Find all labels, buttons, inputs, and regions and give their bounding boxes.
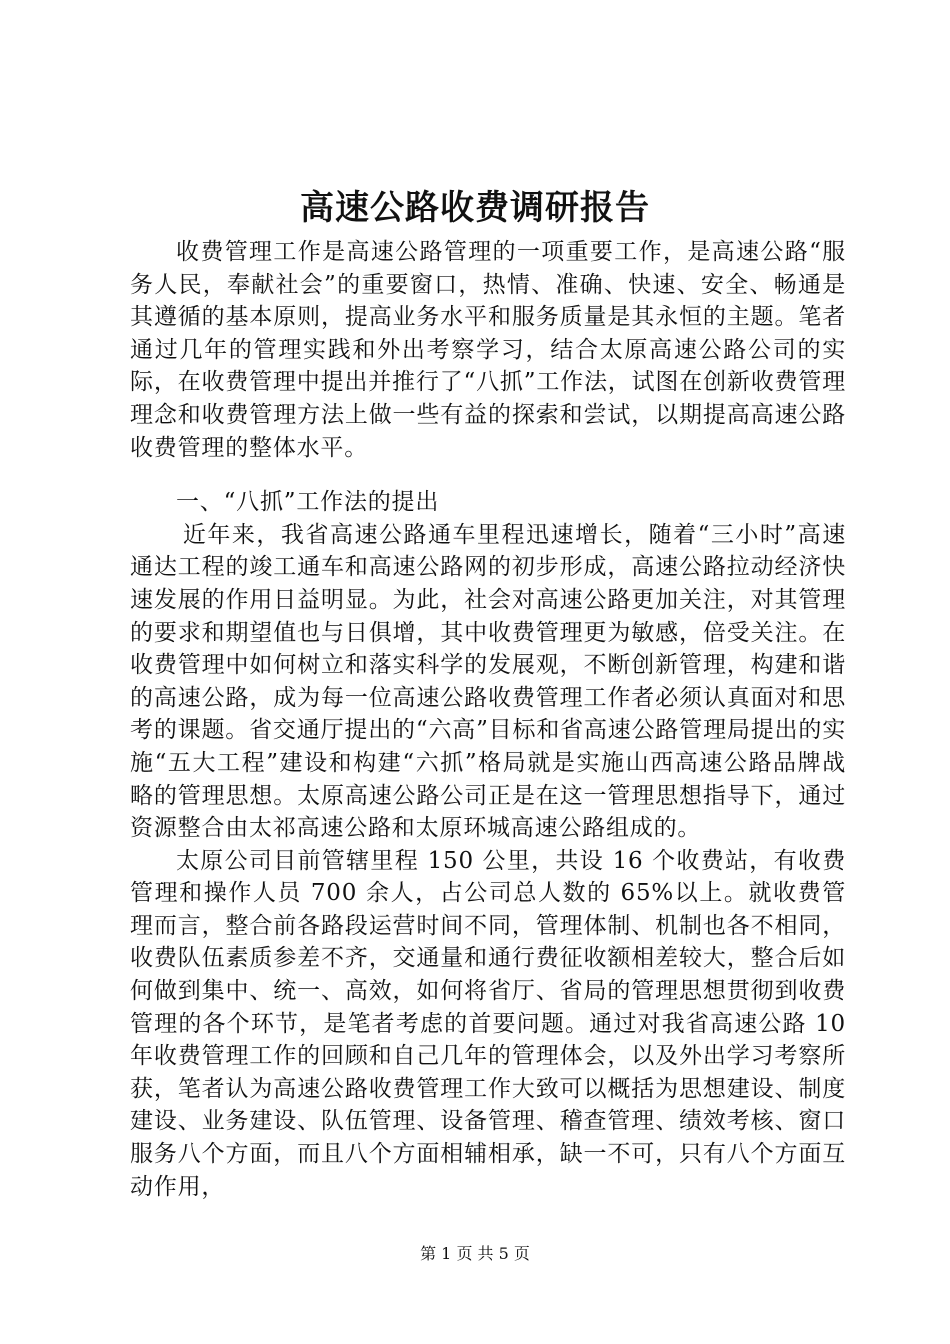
section-paragraph-1: 近年来，我省高速公路通车里程迅速增长，随着“三小时”高速通达工程的竣工通车和高速公路网的初步形成，高速公路拉动经济快速发展的作用日益明显。为此，社会对高速公路更加关注，对其管理的要求和期望值也与日俱增，其中收费管理更为敏感，倍受关注。在收费管理中如何树立和落实科学的发展观，不断创新管理，构建和谐的高速公路，成为每一位高速公路收费管理工作者必须认真面对和思考的课题。省交通厅提出的“六高”目标和省高速公路管理局提出的实施“五大工程”建设和构建“六抓”格局就是实施山西高速公路品牌战略的管理思想。太原高速公路公司正是在这一管理思想指导下，通过资源整合由太祁高速公路和太原环城高速公路组成的。: [130, 521, 846, 842]
section-heading: 一、“八抓”工作法的提出: [176, 489, 440, 516]
page-footer: 第 1 页 共 5 页: [420, 1244, 530, 1263]
section-paragraph-2: 太原公司目前管辖里程 150 公里，共设 16 个收费站，有收费管理和操作人员 700 余人，占公司总人数的 65%以上。就收费管理而言，整合前各路段运营时间不同，管理体制、机制也各不相同，收费队伍素质参差不齐，交通量和通行费征收额相差较大，整合后如何做到集中、统一、高效，如何将省厅、省局的管理思想贯彻到收费管理的各个环节，是笔者考虑的首要问题。通过对我省高速公路 10 年收费管理工作的回顾和自己几年的管理体会，以及外出学习考察所获，笔者认为高速公路收费管理工作大致可以概括为思想建设、制度建设、业务建设、队伍管理、设备管理、稽查管理、绩效考核、窗口服务八个方面，而且八个方面相辅相承，缺一不可，只有八个方面互动作用，: [130, 847, 846, 1200]
document-title: 高速公路收费调研报告: [300, 188, 650, 228]
document-body: [130, 236, 846, 1203]
intro-paragraph: 收费管理工作是高速公路管理的一项重要工作，是高速公路“服务人民，奉献社会”的重要窗口，热情、准确、快速、安全、畅通是其遵循的基本原则，提高业务水平和服务质量是其永恒的主题。笔者通过几年的管理实践和外出考察学习，结合太原高速公路公司的实际，在收费管理中提出并推行了“八抓”工作法，试图在创新收费管理理念和收费管理方法上做一些有益的探索和尝试，以期提高高速公路收费管理的整体水平。: [130, 239, 846, 461]
